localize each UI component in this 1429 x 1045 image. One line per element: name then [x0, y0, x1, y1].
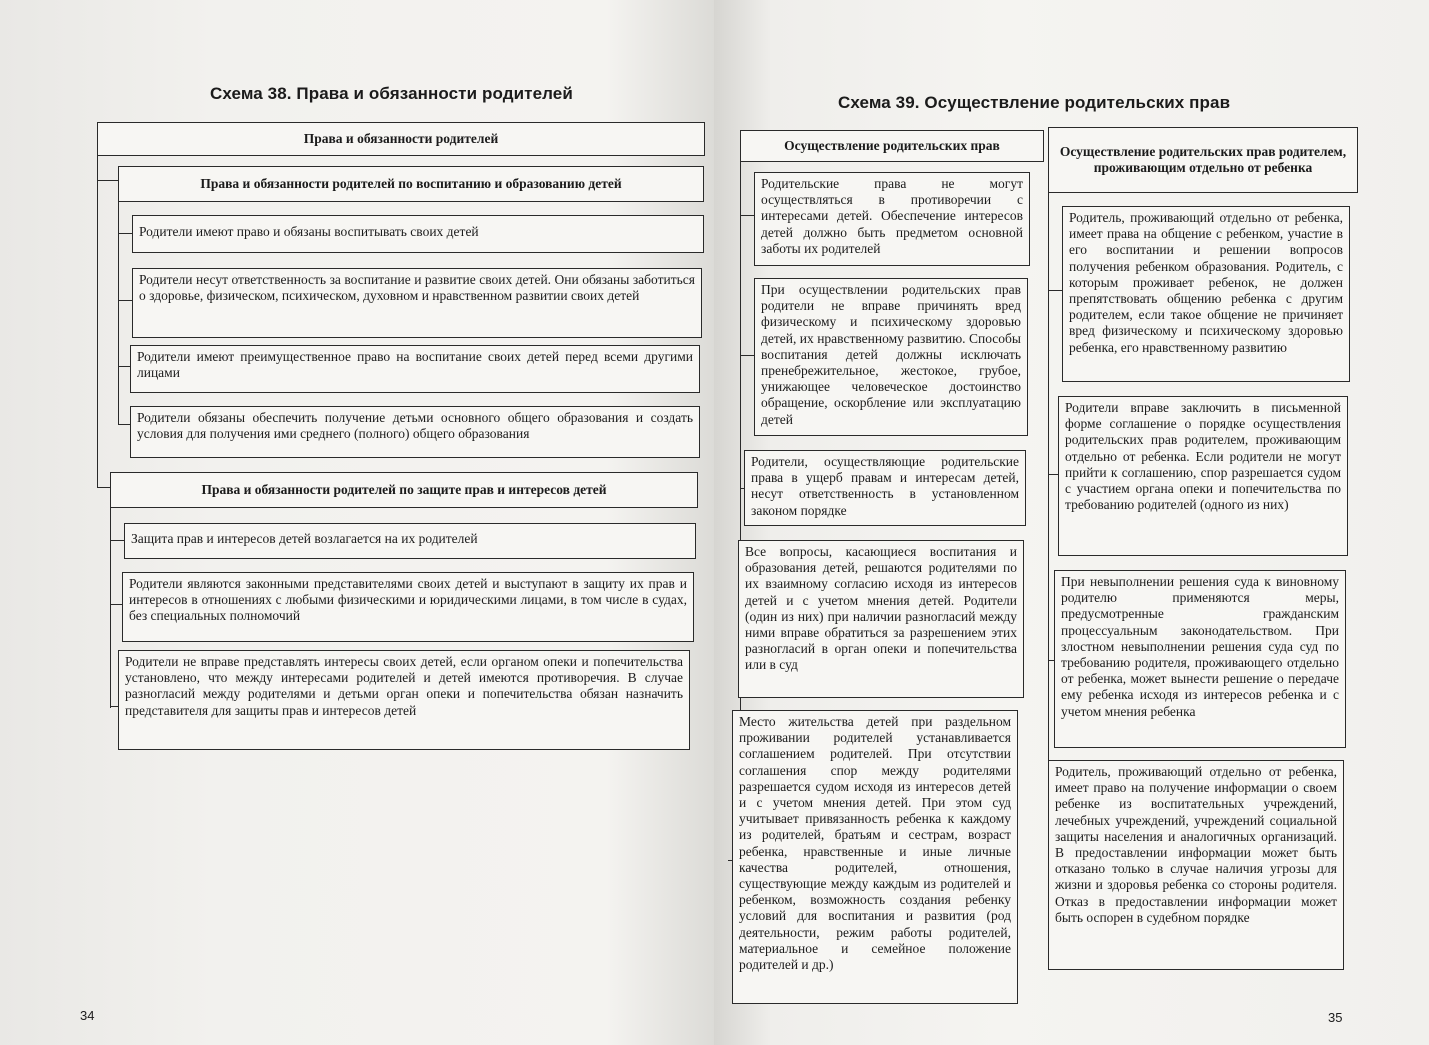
col2-item-4: Родитель, проживающий отдельно от ребенка, имеет право на получение информации о своем ребенке из воспитательных учреждений, лечебных учреждений, учреждений социальной защиты населения и аналогичных организаций. В предоставлении информации может быть отказано только в случае наличия угрозы для жизни и здоровья ребенка со стороны родителя. Отказ в предоставлении информации может быть оспорен в судебном порядке — [1048, 760, 1344, 970]
connector-col1-item1 — [740, 215, 754, 216]
group1-item-2: Родители несут ответственность за воспитание и развитие своих детей. Они обязаны заботиться о здоровье, физическом, психическом, духовном и нравственном развитии своих детей — [132, 268, 702, 338]
connector-col1-item2 — [740, 355, 754, 356]
connector-group1-trunk — [118, 192, 119, 424]
connector-g1-item2 — [118, 300, 132, 301]
connector-g1-item1 — [118, 233, 132, 234]
scheme-38-root: Права и обязанности родителей — [97, 122, 705, 156]
group1-item-4: Родители обязаны обеспечить получение детьми основного общего образования и создать условия для получения ими среднего (полного) общего образования — [130, 406, 700, 458]
col1-item-3: Родители, осуществляющие родительские права в ущерб правам и интересам детей, несут ответственность в установленном законом порядке — [744, 450, 1026, 526]
col1-item-1: Родительские права не могут осуществляться в противоречии с интересами детей. Обеспечение интересов детей должно быть предметом основной заботы их родителей — [754, 172, 1030, 266]
scheme-39-title: Схема 39. Осуществление родительских прав — [838, 93, 1231, 112]
col1-header: Осуществление родительских прав — [740, 130, 1044, 162]
group2-header: Права и обязанности родителей по защите прав и интересов детей — [110, 472, 698, 508]
connector-col2-item1 — [1048, 290, 1062, 291]
col1-item-2: При осуществлении родительских прав родители не вправе причинять вред физическому и психическому здоровью детей, их нравственному развитию. Способы воспитания детей должны исключать пренебрежительное, жестокое, грубое, унижающее человеческое достоинство обращение, оскорбление или эксплуатацию детей — [754, 278, 1028, 436]
page-number-right: 35 — [1328, 1010, 1343, 1025]
group2-item-1: Защита прав и интересов детей возлагается на их родителей — [124, 523, 696, 559]
group1-item-1: Родители имеют право и обязаны воспитывать своих детей — [132, 215, 704, 253]
left-page — [0, 0, 714, 1045]
connector-group1 — [97, 180, 119, 181]
col2-item-3: При невыполнении решения суда к виновному родителю применяются меры, предусмотренные гражданским процессуальным законодательством. При злостном невыполнении решения суда суд по требованию родителя, проживающего отдельно от ребенка, может вынести решение о передаче ему ребенка исходя из интересов ребенка и с учетом мнения ребенка — [1054, 570, 1346, 748]
col2-item-1: Родитель, проживающий отдельно от ребенка, имеет права на общение с ребенком, участие в его воспитании и решении вопросов получения ребенком образования. Родитель, с которым проживает ребенок, не должен препятствовать общению ребенка с другим родителем, если такое общение не причиняет вред физическому и психическому здоровью ребенка, его нравственному развитию — [1062, 206, 1350, 382]
col2-item-2: Родители вправе заключить в письменной форме соглашение о порядке осуществления родительских прав родителем, проживающим отдельно от ребенка. Если родители не могут прийти к соглашению, спор разрешается судом с участием органа опеки и попечительства по требованию родителей (одного из них) — [1058, 396, 1348, 556]
connector-root-trunk — [97, 124, 98, 488]
col1-item-5: Место жительства детей при раздельном проживании родителей устанавливается соглашением родителей. При отсутствии соглашения спор между родителями разрешается судом исходя из интересов детей и с учетом мнения детей. При этом суд учитывает привязанность ребенка к каждому из родителей, братьям и сестрам, возраст ребенка, нравственные и иные личные качества родителей, отношения, существующие между каждым из родителей и ребенком, возможность создания ребенку условий для воспитания и развития (род деятельности, режим работы родителей, материальное и семейное положение родителей и др.) — [732, 710, 1018, 1004]
group2-item-2: Родители являются законными представителями своих детей и выступают в защиту их прав и интересов в отношениях с любыми физическими и юридическими лицами, в том числе в судах, без специальных полномочий — [122, 572, 694, 642]
group1-header: Права и обязанности родителей по воспитанию и образованию детей — [118, 166, 704, 202]
connector-g2-item1 — [110, 540, 124, 541]
col1-item-4: Все вопросы, касающиеся воспитания и образования детей, решаются родителями по их взаимному согласию исходя из интересов детей и с учетом мнения детей. Родители (один из них) при наличии разногласий между ними вправе обратиться за разрешением этих разногласий в орган опеки и попечительства или в суд — [738, 540, 1024, 698]
right-page — [714, 0, 1429, 1045]
group1-item-3: Родители имеют преимущественное право на воспитание своих детей перед всеми другими лицами — [130, 345, 700, 393]
group2-item-3: Родители не вправе представлять интересы своих детей, если органом опеки и попечительства установлено, что между интересами родителей и детей имеются противоречия. В случае разногласий между родителями и детьми орган опеки и попечительства обязан назначить представителя для защиты прав и интересов детей — [118, 650, 690, 750]
connector-group2 — [97, 487, 111, 488]
col2-header: Осуществление родительских прав родителем, проживающим отдельно от ребенка — [1048, 127, 1358, 193]
scheme-38-title: Схема 38. Права и обязанности родителей — [210, 84, 573, 103]
page-number-left: 34 — [80, 1008, 95, 1023]
